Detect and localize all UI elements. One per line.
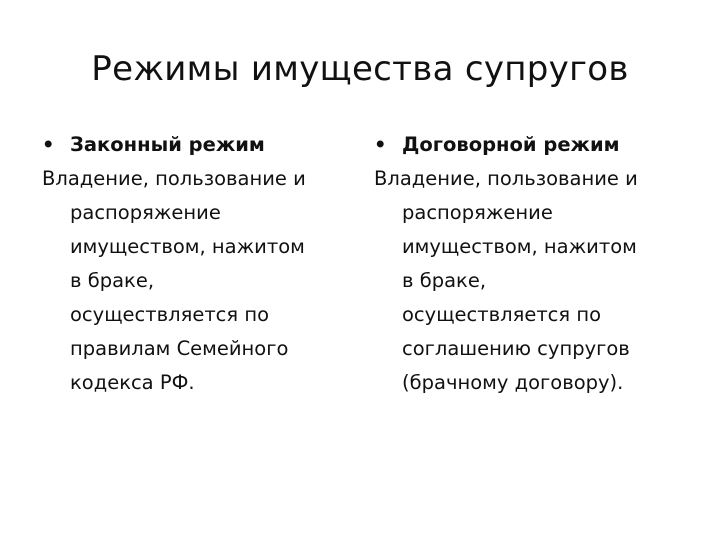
slide-title: Режимы имущества супругов	[91, 49, 629, 89]
heading-text: Договорной режим	[402, 133, 620, 156]
column-contract-regime	[374, 128, 694, 400]
column-legal-regime	[42, 128, 362, 400]
heading-text: Законный режим	[70, 133, 265, 156]
bullet-icon: •	[374, 133, 387, 156]
column-text: Владение, пользование и распоряжение имуществом, нажитом в браке, осуществляется по правилам Семейного кодекса РФ.	[42, 167, 306, 394]
column-heading	[42, 128, 362, 162]
column-text: Владение, пользование и распоряжение имуществом, нажитом в браке, осуществляется по соглашению супругов (брачному договору).	[374, 167, 638, 394]
bullet-icon: •	[42, 133, 55, 156]
column-heading	[374, 128, 694, 162]
